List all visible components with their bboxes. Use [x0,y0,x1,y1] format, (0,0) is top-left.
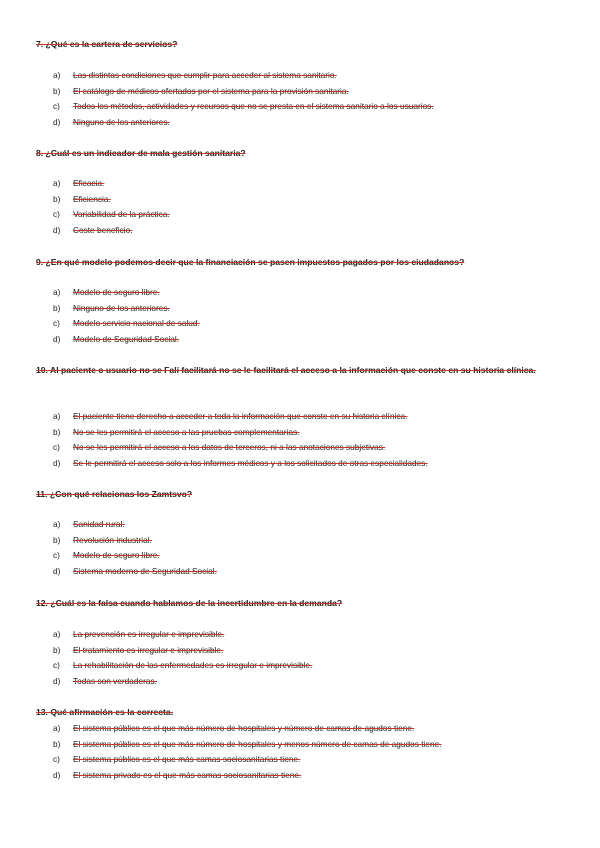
option-letter: a) [53,178,61,188]
option-text: El paciente tiene derecho a acceder a toda la información que conste en su historia clínica. [73,411,408,421]
option-letter: d) [53,676,61,687]
option-item [53,658,573,674]
question-title: 12. ¿Cuál es la falsa cuando hablamos de la incertidumbre en la demanda? [36,598,343,608]
option-item [53,517,573,533]
option-text: El tratamiento es irregular e imprevisible. [73,644,224,655]
option-item [53,564,573,580]
option-text: El sistema público es el que más camas sociosanitarias tiene. [73,754,301,765]
option-item [53,301,573,317]
question-title: 11. ¿Con qué relacionas los Zamtsvo? [36,489,193,499]
option-letter: a) [53,519,61,529]
option-text: Todos los métodos, actividades y recursos que no se presta en el sistema sanitario a los usuarios. [73,101,434,112]
option-letter: b) [53,738,61,749]
option-item [53,674,573,690]
option-item [53,456,573,472]
option-letter: d) [53,334,61,345]
option-item [53,425,573,441]
option-text: La rehabilitación de las enfermedades es irregular e imprevisible. [73,660,313,671]
option-letter: d) [53,566,61,577]
option-text: El sistema público es el que más número de hospitales y número de camas de agudos tiene. [73,723,415,733]
option-text: La prevención es irregular e imprevisible. [73,629,225,639]
option-letter: b) [53,302,61,313]
option-text: No se les permitirá el acceso a los datos de terceros, ni a las anotaciones subjetivas. [73,442,386,453]
option-item [53,84,573,100]
option-text: Se le permitirá el acceso solo a los informes médicos y a los solicitados de otras especialidades. [73,458,428,469]
option-letter: b) [53,426,61,437]
option-letter: b) [53,534,61,545]
option-letter: d) [53,117,61,128]
option-item [53,332,573,348]
option-text: El catálogo de médicos ofertados por el sistema para la provisión sanitaria. [73,85,349,96]
option-text: Las distintas condiciones que cumplir para acceder al sistema sanitario. [73,70,337,80]
option-letter: a) [53,629,61,639]
option-item [53,99,573,115]
option-text: Ninguno de los anteriores. [73,302,170,313]
option-letter: c) [53,318,60,329]
question-title: 10. Al paciente o usuario no se Fali facilitará no se le facilitará el acceso a la información que conste en su historia clínica. [36,365,536,375]
option-item [53,533,573,549]
option-text: Coste beneficio. [73,225,133,236]
options-list [53,721,573,784]
option-letter: c) [53,550,60,561]
option-text: Revolución industrial. [73,534,152,545]
option-letter: c) [53,209,60,220]
option-item [53,752,573,768]
option-item [53,285,573,301]
option-item [53,207,573,223]
options-list [53,285,573,348]
option-item [53,721,573,737]
options-list [53,627,573,690]
question-title: 9. ¿En qué modelo podemos decir que la financiación se pasen impuestos pagados por los ciudadanos? [36,257,465,267]
option-text: Modelo de Seguridad Social. [73,334,180,345]
option-letter: a) [53,411,61,421]
option-item [53,176,573,192]
options-list [53,176,573,239]
option-item [53,627,573,643]
options-list [53,409,573,472]
options-list [53,68,573,131]
option-item [53,440,573,456]
option-letter: a) [53,70,61,80]
option-letter: b) [53,193,61,204]
options-list [53,517,573,580]
option-text: Modelo servicio nacional de salud. [73,318,200,329]
option-letter: a) [53,287,61,297]
option-item [53,737,573,753]
option-text: Variabilidad de la práctica. [73,209,170,220]
option-letter: b) [53,644,61,655]
option-item [53,316,573,332]
option-text: Eficacia. [73,178,105,188]
option-letter: c) [53,754,60,765]
option-letter: b) [53,85,61,96]
option-text: El sistema público es el que más número de hospitales y menos número de camas de agudos tiene. [73,738,442,749]
option-letter: c) [53,101,60,112]
option-letter: d) [53,225,61,236]
question-title: 8. ¿Cuál es un indicador de mala gestión sanitaria? [36,148,246,158]
option-text: Sistema moderno de Seguridad Social. [73,566,217,577]
option-letter: d) [53,770,61,781]
option-text: No se les permitirá el acceso a las pruebas complementarias. [73,426,300,437]
option-item [53,68,573,84]
option-text: Todas son verdaderas. [73,676,157,687]
option-item [53,223,573,239]
option-item [53,409,573,425]
question-title: 7. ¿Qué es la cartera de servicios? [36,39,178,49]
option-item [53,768,573,784]
option-text: Modelo de seguro libre. [73,287,160,297]
option-item [53,548,573,564]
option-text: Eficiencia. [73,193,111,204]
option-letter: c) [53,442,60,453]
option-item [53,115,573,131]
option-text: Sanidad rural. [73,519,125,529]
option-letter: c) [53,660,60,671]
option-text: Modelo de seguro libre. [73,550,160,561]
option-letter: a) [53,723,61,733]
option-item [53,192,573,208]
option-item [53,643,573,659]
option-text: El sistema privado es el que más camas sociosanitarias tiene. [73,770,302,781]
question-title: 13. Qué afirmación es la correcta. [36,707,174,717]
option-text: Ninguno de los anteriores. [73,117,170,128]
option-letter: d) [53,458,61,469]
